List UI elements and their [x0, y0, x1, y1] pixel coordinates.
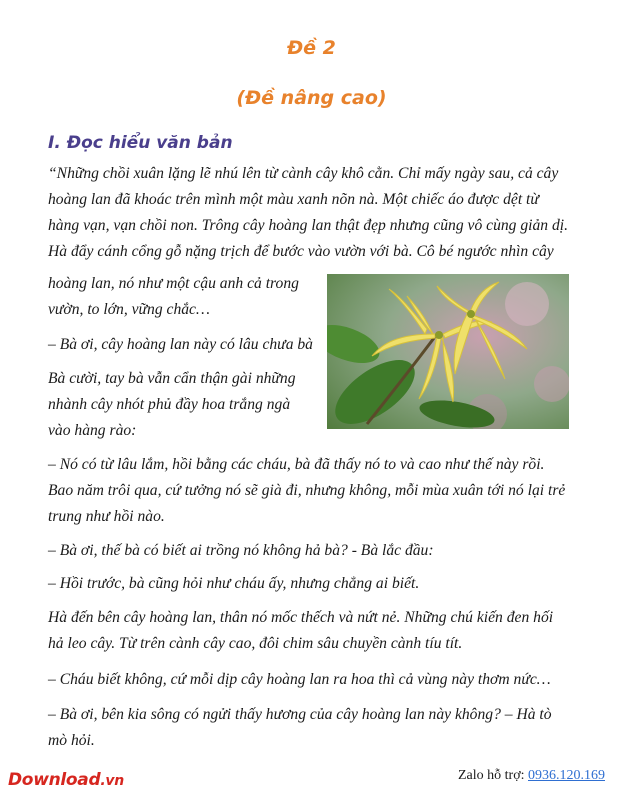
dialog-line: – Cháu biết không, cứ mỗi dịp cây hoàng lan ra hoa thì cả vùng này thơm nức…	[48, 671, 551, 688]
passage-line: Hà đến bên cây hoàng lan, thân nó mốc thếch và nứt nẻ. Những chú kiến đen hối	[48, 609, 554, 626]
passage-line: Bao năm trôi qua, cứ tưởng nó sẽ già đi, nhưng không, mỗi mùa xuân tới nó lại trẻ	[48, 482, 566, 499]
support-contact	[458, 768, 605, 784]
page-title: Đề 2	[287, 37, 336, 59]
section-heading: I. Đọc hiểu văn bản	[48, 133, 233, 153]
support-phone-link[interactable]: 0936.120.169	[528, 768, 605, 783]
logo-text: Download	[8, 770, 101, 790]
passage-wrap	[48, 271, 320, 323]
passage-line: Bà cười, tay bà vẫn cẩn thận gài những	[48, 370, 296, 387]
grandma-reply	[48, 452, 572, 530]
passage-wrap-2	[48, 366, 320, 444]
passage-line: nhành cây nhót phủ đầy hoa trắng ngà	[48, 396, 291, 413]
passage-line: hàng vạn, vạn chồi non. Trông cây hoàng lan thật đẹp nhưng cũng vô cùng giản dị.	[48, 217, 569, 234]
passage-intro	[48, 161, 572, 265]
download-vn-logo[interactable]	[8, 770, 124, 790]
support-label: Zalo hỗ trợ:	[458, 768, 525, 783]
passage-line: – Bà ơi, bên kia sông có ngửi thấy hương của cây hoàng lan này không? – Hà tò	[48, 706, 552, 723]
passage-line: vườn, to lớn, vững chắc…	[48, 301, 210, 318]
passage-paragraph	[48, 605, 572, 657]
ylang-flower-image	[327, 274, 569, 429]
passage-line: “Những chồi xuân lặng lẽ nhú lên từ cành cây khô cằn. Chỉ mấy ngày sau, cả cây	[48, 165, 559, 182]
passage-line: hả leo cây. Từ trên cành cây cao, đôi chim sâu chuyền cành tíu tít.	[48, 635, 463, 652]
page-subtitle: (Đề nâng cao)	[236, 87, 387, 109]
dialog-line: – Bà ơi, thế bà có biết ai trồng nó không hả bà? - Bà lắc đầu:	[48, 542, 434, 559]
passage-line: vào hàng rào:	[48, 422, 137, 439]
passage-line: hoàng lan đã khoác trên mình một màu xanh nõn nà. Một chiếc áo được dệt từ	[48, 191, 539, 208]
passage-line: – Nó có từ lâu lắm, hồi bằng các cháu, bà đã thấy nó to và cao như thế này rồi.	[48, 456, 545, 473]
passage-paragraph	[48, 702, 572, 754]
passage-line: trung như hồi nào.	[48, 508, 165, 525]
dialog-line: – Bà ơi, cây hoàng lan này có lâu chưa bà	[48, 336, 313, 353]
logo-suffix: .vn	[100, 773, 124, 789]
passage-line: Hà đẩy cánh cổng gỗ nặng trịch để bước vào vườn với bà. Cô bé ngước nhìn cây	[48, 243, 554, 260]
passage-line: mò hỏi.	[48, 732, 95, 749]
dialog-line: – Hồi trước, bà cũng hỏi như cháu ấy, nhưng chẳng ai biết.	[48, 575, 420, 592]
passage-line: hoàng lan, nó như một cậu anh cả trong	[48, 275, 299, 292]
